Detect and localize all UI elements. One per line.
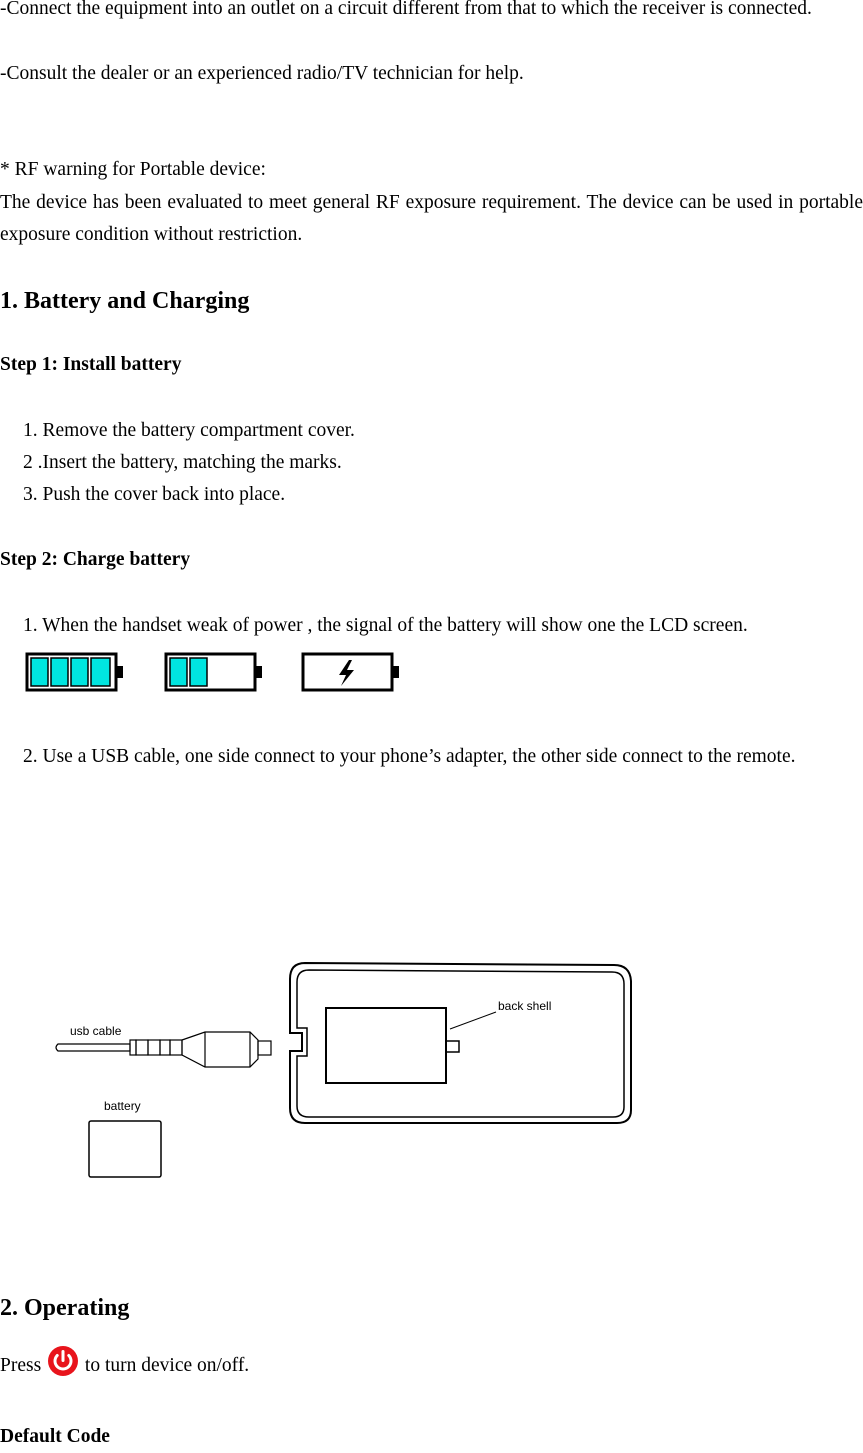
default-code-heading: Default Code <box>0 1426 110 1447</box>
press-suffix: to turn device on/off. <box>84 1355 250 1376</box>
rf-warning-title: * RF warning for Portable device: <box>0 159 266 180</box>
rf-warning-body: The device has been evaluated to meet general RF exposure requirement. The device can be used in portable exposure condition without restriction. <box>0 192 863 245</box>
battery-label: battery <box>104 1099 141 1113</box>
power-icon <box>47 1345 79 1377</box>
press-prefix: Press <box>0 1355 42 1376</box>
battery-full-icon <box>27 654 123 690</box>
battery-charging-icon <box>303 654 399 690</box>
step1-item: 3. Push the cover back into place. <box>23 484 286 505</box>
back-shell-label: back shell <box>498 999 552 1013</box>
step1-title: Step 1: Install battery <box>0 354 182 375</box>
fcc-connect-text: -Connect the equipment into an outlet on a circuit different from that to which the receiver is connected. <box>0 0 812 19</box>
back-shell <box>290 963 631 1123</box>
battery-shape <box>89 1121 161 1177</box>
charging-diagram <box>0 955 863 1195</box>
battery-half-icon <box>166 654 262 690</box>
step1-list <box>23 415 355 511</box>
section-number: 1. <box>0 288 18 314</box>
fcc-consult-text: -Consult the dealer or an experienced radio/TV technician for help. <box>0 63 524 84</box>
step2-item2-text: 2. Use a USB cable, one side connect to your phone’s adapter, the other side connect to the remote. <box>23 746 796 767</box>
press-instruction <box>0 1345 249 1382</box>
section-heading-operating: 2. Operating <box>0 1295 130 1321</box>
step1-item: 1. Remove the battery compartment cover. <box>23 420 355 441</box>
section-heading-battery <box>0 285 249 317</box>
step2-title: Step 2: Charge battery <box>0 549 191 570</box>
battery-icons-row <box>24 648 414 696</box>
usb-cable-label: usb cable <box>70 1024 122 1038</box>
step2-item1-text: 1. When the handset weak of power , the signal of the battery will show one the LCD screen. <box>23 615 748 636</box>
section-title: Battery and Charging <box>24 288 250 314</box>
step1-item: 2 .Insert the battery, matching the marks. <box>23 452 342 473</box>
